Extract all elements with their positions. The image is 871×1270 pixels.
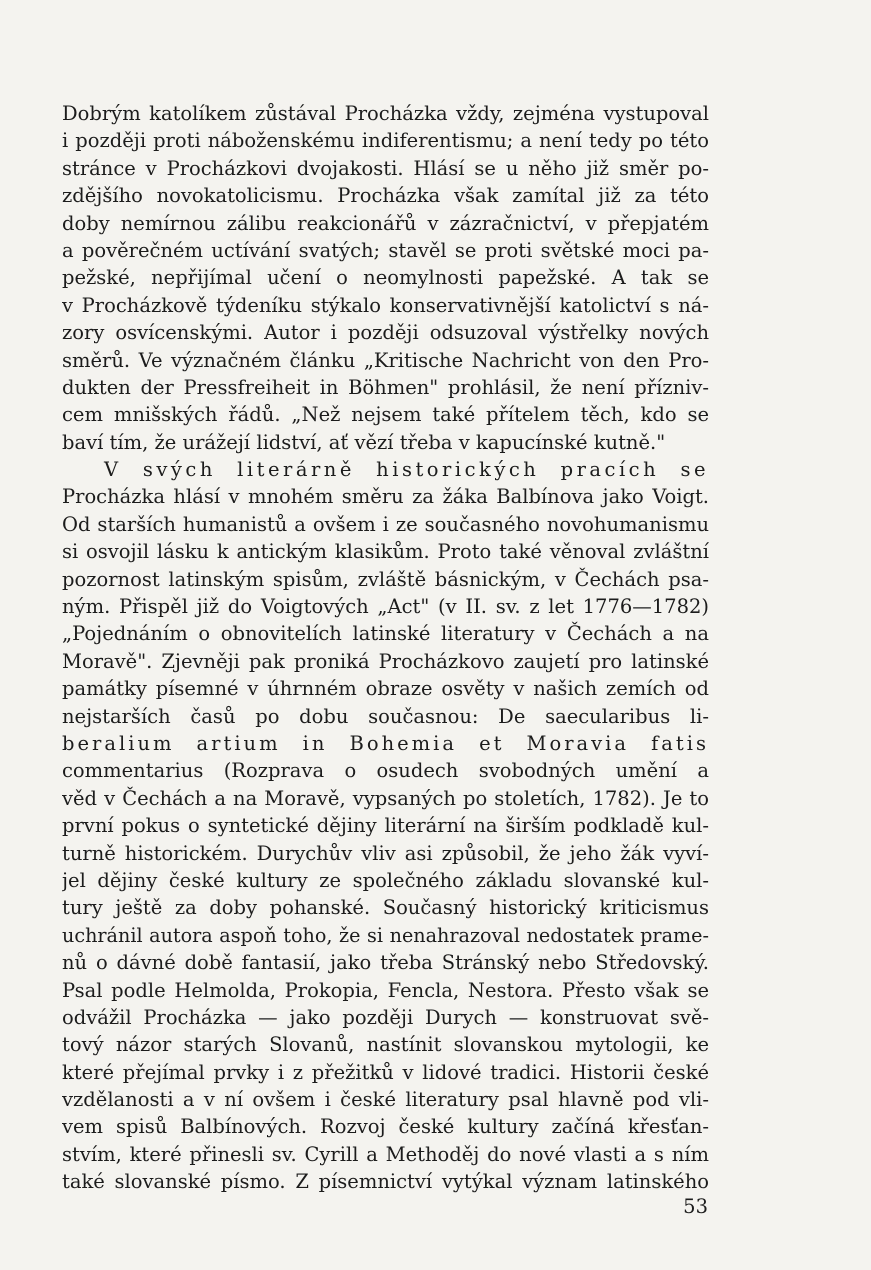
text-line: doby nemírnou zálibu reakcionářů v zázračnictví, v přepjatém: [62, 211, 709, 235]
text-line: nů o dávné době fantasií, jako třeba Stránský nebo Středovský.: [62, 951, 709, 975]
text-line: uchránil autora aspoň toho, že si nenahrazoval nedostatek prame-: [62, 923, 709, 947]
text-line: tury ještě za doby pohanské. Současný historický kriticismus: [62, 896, 709, 920]
text-line: i později proti náboženskému indiferentismu; a není tedy po této: [62, 129, 709, 153]
text-line: Procházka hlásí v mnohém směru za žáka Balbínova jako Voigt.: [62, 485, 709, 509]
text-line: ným. Přispěl již do Voigtových „Act" (v II. sv. z let 1776—1782): [62, 595, 709, 619]
text-line: dukten der Pressfreiheit in Böhmen" prohlásil, že není přízniv-: [62, 375, 709, 399]
page-number: 53: [683, 1195, 708, 1218]
text-line: vem spisů Balbínových. Rozvoj české kultury začíná křesťan-: [62, 1115, 709, 1139]
text-line: první pokus o syntetické dějiny literární na širším podkladě kul-: [62, 814, 709, 838]
text-line: Od starších humanistů a ovšem i ze současného novohumanismu: [62, 512, 709, 536]
text-line: také slovanské písmo. Z písemnictví vytýkal význam latinského: [62, 1170, 709, 1194]
text-line: jel dějiny české kultury ze společného základu slovanské kul-: [62, 868, 709, 892]
text-line: pozornost latinským spisům, zvláště básnickým, v Čechách psa-: [62, 567, 709, 591]
text-line: stvím, které přinesli sv. Cyrill a Methoděj do nové vlasti a s ním: [62, 1142, 709, 1166]
text-line: turně historickém. Durychův vliv asi způsobil, že jeho žák vyví-: [62, 841, 709, 865]
text-line: zory osvícenskými. Autor i později odsuzoval výstřelky nových: [62, 321, 709, 345]
text-line: commentarius (Rozprava o osudech svobodných umění a: [62, 759, 709, 783]
text-line: nejstarších časů po dobu současnou: De saecularibus li-: [62, 704, 709, 728]
text-line: „Pojednáním o obnovitelích latinské literatury v Čechách a na: [62, 622, 709, 646]
text-line: tový názor starých Slovanů, nastínit slovanskou mytologii, ke: [62, 1033, 709, 1057]
text-line: a pověrečném uctívání svatých; stavěl se proti světské moci pa-: [62, 238, 709, 262]
text-line: Moravě". Zjevněji pak proniká Procházkovo zaujetí pro latinské: [62, 649, 709, 673]
text-line: pežské, nepřijímal učení o neomylnosti papežské. A tak se: [62, 266, 709, 290]
text-line: památky písemné v úhrnném obraze osvěty v našich zemích od: [62, 677, 709, 701]
text-line: si osvojil lásku k antickým klasikům. Proto také věnoval zvláštní: [62, 540, 709, 564]
text-line: Psal podle Helmolda, Prokopia, Fencla, Nestora. Přesto však se: [62, 978, 709, 1002]
text-line: cem mnišských řádů. „Než nejsem také přítelem těch, kdo se: [62, 403, 709, 427]
text-line: vzdělanosti a v ní ovšem i české literatury psal hlavně pod vli-: [62, 1088, 709, 1112]
text-line-paragraph-end: baví tím, že urážejí lidství, ať vězí třeba v kapucínské kutně.": [62, 430, 666, 454]
text-line: Dobrým katolíkem zůstával Procházka vždy, zejména vystupoval: [62, 102, 709, 125]
text-line: stránce v Procházkovi dvojakosti. Hlásí se u něho již směr po-: [62, 156, 709, 180]
text-line: věd v Čechách a na Moravě, vypsaných po stoletích, 1782). Je to: [62, 786, 709, 810]
text-line: směrů. Ve význačném článku „Kritische Nachricht von den Pro-: [62, 348, 709, 372]
text-line: beralium artium in Bohemia et Moravia fatis: [62, 731, 709, 755]
text-line: které přejímal prvky i z přežitků v lidové tradici. Historii české: [62, 1060, 709, 1084]
text-line-paragraph-start: V svých literárně historických pracích se: [104, 458, 709, 482]
text-line: odvážil Procházka — jako později Durych — konstruovat svě-: [62, 1005, 709, 1029]
text-line: zdějšího novokatolicismu. Procházka však zamítal již za této: [62, 184, 709, 208]
body-text: [62, 100, 709, 1196]
text-line: v Procházkově týdeníku stýkalo konservativnější katolictví s ná-: [62, 293, 709, 317]
